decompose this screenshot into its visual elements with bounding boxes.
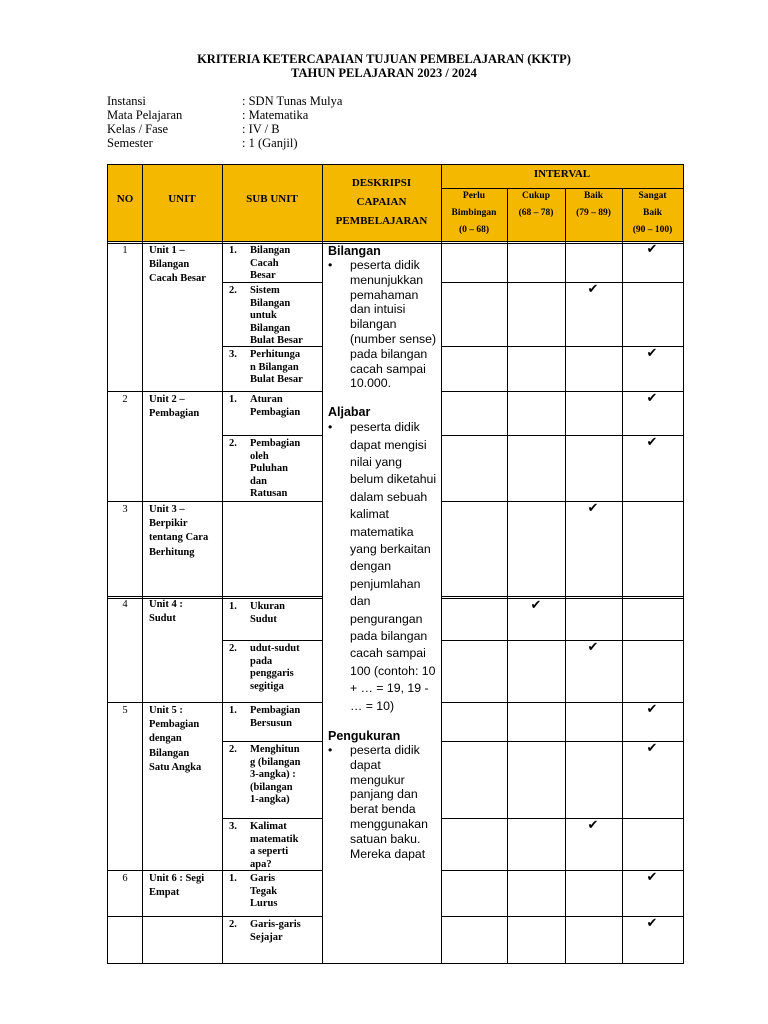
- check-icon: ✔: [587, 817, 599, 832]
- header-baik-line: (79 – 89): [576, 208, 611, 218]
- sub-unit-name: [250, 643, 324, 693]
- sub-unit-number: 3.: [229, 821, 237, 832]
- meta-label: Instansi: [107, 94, 146, 108]
- sub-unit-name-line: Tegak: [250, 885, 278, 897]
- sub-unit-number: 1.: [229, 873, 237, 884]
- header-cukup-line: Cukup: [522, 191, 550, 201]
- unit-number: 3: [122, 504, 128, 515]
- desc-item: [328, 743, 438, 861]
- sub-unit-number: 3.: [229, 349, 237, 360]
- desc-heading: Aljabar: [328, 405, 371, 420]
- unit-name-line: Berpikir: [149, 518, 188, 530]
- unit-number: 5: [122, 705, 128, 716]
- meta-value: : IV / B: [242, 122, 280, 136]
- sub-unit-name-line: Kalimat: [250, 821, 287, 832]
- sub-unit-number: 1.: [229, 394, 237, 405]
- sub-unit-name: [250, 705, 324, 730]
- sub-unit-name-line: segitiga: [250, 680, 284, 692]
- sub-unit-name-line: Sudut: [250, 613, 277, 625]
- sub-unit-name: [250, 601, 324, 626]
- sub-unit-name-line: Garis: [250, 873, 276, 884]
- document-title-line1: KRITERIA KETERCAPAIAN TUJUAN PEMBELAJARAN (KKTP): [197, 52, 571, 66]
- sub-unit-name-line: oleh: [250, 450, 269, 462]
- sub-unit-name-line: Pembagian: [250, 705, 301, 716]
- sub-unit-name-line: Cacah: [250, 257, 279, 269]
- sub-unit-name-line: Bulat Besar: [250, 335, 303, 346]
- meta-label: Kelas / Fase: [107, 122, 169, 136]
- unit-name-line: Bilangan: [149, 259, 190, 271]
- sub-unit-name-line: matematik: [250, 833, 299, 845]
- sub-unit-name-line: Sejajar: [250, 931, 283, 943]
- sub-unit-name: [250, 245, 324, 283]
- unit-name-line: Sudut: [149, 613, 176, 625]
- header-baik: [565, 188, 622, 222]
- header-deskripsi-line: CAPAIAN: [356, 196, 407, 208]
- header-deskripsi-line: DESKRIPSI: [351, 177, 412, 189]
- unit-name-line: Pembagian: [149, 719, 200, 731]
- header-perlu-line: Bimbingan: [451, 208, 497, 218]
- sub-unit-name-line: untuk: [250, 310, 277, 321]
- sub-unit-number: 2.: [229, 285, 237, 296]
- check-icon: ✔: [646, 345, 658, 360]
- sub-unit-name-line: Perhitunga: [250, 349, 301, 360]
- sub-unit-name-line: Bilangan: [250, 322, 291, 334]
- header-deskripsi-line: PEMBELAJARAN: [335, 215, 428, 227]
- unit-name-line: Bilangan: [149, 747, 190, 759]
- unit-name-line: Berhitung: [149, 546, 195, 558]
- sub-unit-name-line: pada: [250, 655, 273, 667]
- header-no: NO: [116, 193, 134, 205]
- check-icon: ✔: [646, 740, 658, 755]
- check-icon: ✔: [530, 597, 542, 612]
- unit-name-line: Pembagian: [149, 408, 200, 420]
- meta-value: : 1 (Ganjil): [242, 136, 298, 150]
- unit-number: 4: [122, 599, 128, 610]
- sub-unit-name: [250, 873, 324, 911]
- sub-unit-name: [250, 349, 324, 387]
- header-perlu-line: Perlu: [462, 191, 486, 201]
- desc-list: [328, 258, 438, 391]
- header-sangat-line: Sangat: [638, 191, 667, 201]
- header-interval: INTERVAL: [533, 168, 591, 180]
- desc-text: peserta didik dapat mengukur panjang dan berat benda menggunakan satuan baku. Mereka dapat: [350, 743, 428, 861]
- sub-unit-name-line: udut-sudut: [250, 643, 300, 654]
- unit-name-line: tentang Cara: [149, 532, 209, 544]
- header-cukup: [507, 188, 565, 222]
- sub-unit-name: [250, 919, 324, 944]
- unit-name-line: Unit 1 –: [149, 245, 185, 256]
- header-sangat-line: Baik: [642, 208, 662, 218]
- desc-section-bilangan: [328, 244, 438, 391]
- desc-section-pengukuran: [328, 729, 438, 861]
- desc-item: [328, 258, 438, 391]
- desc-text: peserta didik menunjukkan pemahaman dan intuisi bilangan (number sense) pada bilangan cacah sampai 10.000.: [350, 258, 437, 391]
- meta-label: Mata Pelajaran: [107, 108, 183, 122]
- unit-name-line: dengan: [149, 733, 182, 745]
- sub-unit-number: 2.: [229, 919, 237, 930]
- sub-unit-name-line: penggaris: [250, 668, 294, 679]
- sub-unit-name-line: g (bilangan: [250, 756, 301, 768]
- sub-unit-number: 1.: [229, 245, 237, 256]
- check-icon: ✔: [587, 281, 599, 296]
- meta-label: Semester: [107, 136, 153, 150]
- check-icon: ✔: [587, 639, 599, 654]
- check-icon: ✔: [646, 869, 658, 884]
- sub-unit-name-line: apa?: [250, 858, 272, 870]
- desc-heading: Pengukuran: [328, 729, 401, 744]
- meta-value: : Matematika: [242, 108, 309, 122]
- header-sub-unit: SUB UNIT: [246, 193, 298, 205]
- check-icon: ✔: [646, 701, 658, 716]
- sub-unit-name-line: Puluhan: [250, 463, 288, 474]
- unit-name-line: Unit 4 :: [149, 599, 183, 610]
- desc-heading: Bilangan: [328, 244, 381, 258]
- header-perlu-line: (0 – 68): [458, 225, 490, 235]
- check-icon: ✔: [646, 390, 658, 405]
- document-title-line2: TAHUN PELAJARAN 2023 / 2024: [291, 66, 477, 80]
- desc-item: [328, 419, 438, 715]
- sub-unit-name-line: Bilangan: [250, 245, 291, 256]
- sub-unit-name-line: Sistem: [250, 285, 280, 296]
- sub-unit-number: 1.: [229, 705, 237, 716]
- sub-unit-name-line: Bilangan: [250, 297, 291, 309]
- sub-unit-number: 2.: [229, 744, 237, 755]
- unit-number: 6: [122, 873, 128, 884]
- sub-unit-number: 2.: [229, 438, 237, 449]
- sub-unit-name-line: Garis-garis: [250, 919, 301, 930]
- sub-unit-name-line: 3-angka) :: [250, 769, 296, 780]
- sub-unit-name-line: Bersusun: [250, 717, 293, 729]
- sub-unit-name-line: (bilangan: [250, 781, 293, 793]
- header-sangat-baik: [622, 188, 683, 239]
- sub-unit-name: [250, 744, 324, 807]
- header-deskripsi: [322, 174, 441, 231]
- unit-name-line: Satu Angka: [149, 761, 202, 773]
- unit-name-line: Unit 6 : Segi: [149, 873, 205, 884]
- unit-number: 1: [122, 245, 128, 256]
- sub-unit-name-line: Besar: [250, 270, 276, 281]
- meta-value: : SDN Tunas Mulya: [242, 94, 343, 108]
- sub-unit-name: [250, 438, 324, 501]
- sub-unit-name-line: a seperti: [250, 846, 289, 857]
- desc-list: [328, 743, 438, 861]
- sub-unit-name-line: Pembagian: [250, 406, 301, 418]
- unit-name-line: Unit 5 :: [149, 705, 183, 716]
- sub-unit-name-line: Bulat Besar: [250, 374, 303, 385]
- deskripsi-capaian: [328, 244, 438, 861]
- unit-name-line: Empat: [149, 887, 180, 899]
- unit-name-line: Unit 3 –: [149, 504, 185, 515]
- sub-unit-name-line: Pembagian: [250, 438, 301, 449]
- check-icon: ✔: [646, 915, 658, 930]
- desc-list: [328, 419, 438, 715]
- desc-section-aljabar: [328, 405, 438, 715]
- sub-unit-name-line: 1-angka): [250, 794, 290, 805]
- header-baik-line: Baik: [583, 191, 603, 201]
- sub-unit-name-line: Ratusan: [250, 488, 288, 499]
- sub-unit-number: 1.: [229, 601, 237, 612]
- sub-unit-name: [250, 285, 324, 348]
- bullet-icon: •: [328, 258, 333, 272]
- header-cukup-line: (68 – 78): [518, 208, 554, 218]
- bullet-icon: •: [328, 743, 333, 758]
- sub-unit-name-line: Lurus: [250, 898, 278, 909]
- check-icon: ✔: [646, 434, 658, 449]
- sub-unit-name-line: Ukuran: [250, 601, 286, 612]
- sub-unit-name: [250, 821, 324, 871]
- unit-number: 2: [122, 394, 128, 405]
- header-sangat-line: (90 – 100): [632, 225, 673, 235]
- sub-unit-number: 2.: [229, 643, 237, 654]
- header-perlu-bimbingan: [441, 188, 507, 239]
- unit-name-line: Cacah Besar: [149, 273, 206, 285]
- sub-unit-name-line: Aturan: [250, 394, 283, 405]
- sub-unit-name: [250, 394, 324, 419]
- header-unit: UNIT: [168, 193, 196, 205]
- desc-text: peserta didik dapat mengisi nilai yang belum diketahui dalam sebuah kalimat matematika yang berkaitan dengan penjumlahan dan pengurangan pada bilangan cacah sampai 100 (contoh: 10 + … = 19, 19 - … = 10): [350, 420, 437, 713]
- unit-name-line: Unit 2 –: [149, 394, 185, 405]
- check-icon: ✔: [646, 241, 658, 256]
- sub-unit-name-line: dan: [250, 475, 267, 487]
- sub-unit-name-line: n Bilangan: [250, 361, 299, 373]
- sub-unit-name-line: Menghitun: [250, 744, 300, 755]
- bullet-icon: •: [328, 420, 333, 435]
- check-icon: ✔: [587, 500, 599, 515]
